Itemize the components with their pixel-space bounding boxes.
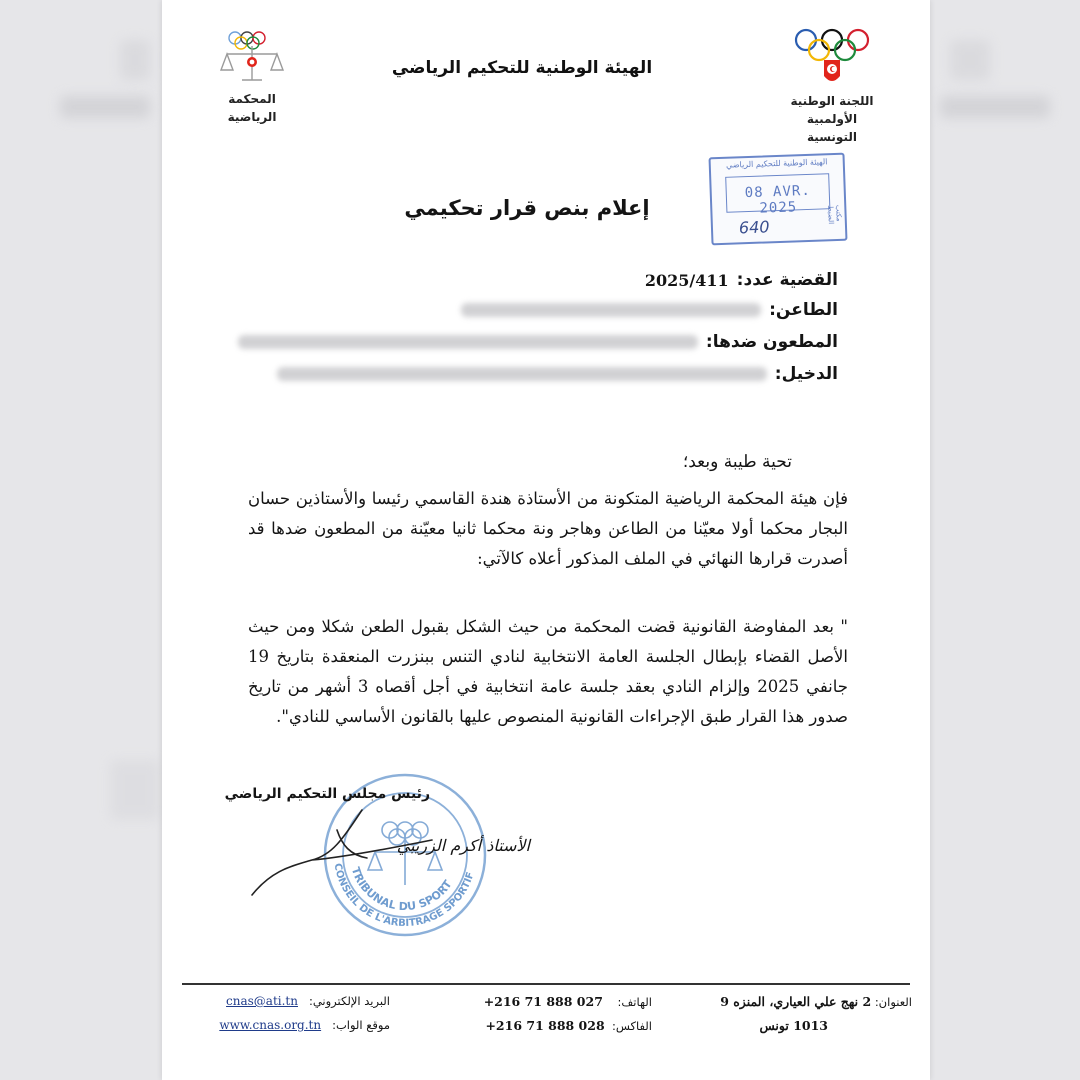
received-stamp — [709, 153, 848, 246]
blur-shape — [950, 40, 990, 80]
seal-text-outer: CONSEIL DE L'ARBITRAGE SPORTIF — [331, 862, 477, 930]
fax-label: الفاكس: — [611, 1019, 652, 1033]
blur-shape — [940, 96, 1050, 118]
email-label: البريد الإلكتروني: — [308, 994, 390, 1008]
blur-shape — [120, 40, 150, 80]
case-number-field — [645, 266, 838, 294]
website-label: موقع الواب: — [332, 1018, 390, 1032]
blur-shape — [60, 96, 150, 118]
respondent-label: المطعون ضدها: — [705, 332, 838, 352]
footer-fax — [485, 1018, 652, 1033]
redacted-appellant — [461, 303, 761, 317]
footer-address-line2 — [759, 1018, 828, 1033]
olympic-rings-icon — [790, 26, 874, 88]
sports-court-logo — [202, 26, 302, 126]
stamp-date-box — [725, 173, 830, 217]
intervener-label: الدخيل: — [774, 364, 838, 384]
address-line1: 2 نهج علي العياري، المنزه 9 — [720, 994, 872, 1009]
seal-text-inner: TRIBUNAL DU SPORT — [348, 865, 455, 914]
document-title: إعلام بنص قرار تحكيمي — [404, 196, 650, 220]
respondent-field — [238, 328, 838, 356]
footer-address-line1 — [720, 994, 912, 1009]
stamp-side-text: مكتب الضبط — [826, 204, 843, 225]
right-org-line1: اللجنة الوطنية الأولمبية — [790, 94, 874, 126]
fax-number: +216 71 888 028 — [485, 1018, 605, 1033]
redacted-respondent — [238, 335, 698, 349]
intervener-field — [277, 360, 838, 388]
address-line2: 1013 تونس — [759, 1018, 828, 1033]
header-title: الهيئة الوطنية للتحكيم الرياضي — [391, 58, 653, 78]
signatory-name: الأستاذ أكرم الزريبي — [396, 836, 530, 855]
document-page — [162, 0, 930, 1080]
right-org-line2: التونسية — [807, 130, 857, 144]
address-label: العنوان: — [874, 995, 912, 1009]
footer-divider — [182, 983, 910, 985]
olympic-committee-logo — [772, 26, 892, 146]
footer-website — [219, 1018, 390, 1032]
case-label: القضية عدد: — [736, 270, 838, 290]
case-number: 2025/411 — [644, 270, 729, 290]
stamp-number: 640 — [738, 217, 770, 238]
left-org-name: المحكمة الرياضية — [227, 92, 277, 124]
decision-intro-paragraph: فإن هيئة المحكمة الرياضية المتكونة من الأستاذة هندة القاسمي رئيسا والأستاذين حسان البجار محكما أولا معيّنا من الطاعن وهاجر ونة محكما ثانيا معيّنة من المطعون ضدها قد أصدرت قرارها النهائي في الملف المذكور أعلاه كالآتي: — [248, 489, 848, 568]
stamp-top-text: الهيئة الوطنية للتحكيم الرياضي — [725, 157, 828, 170]
stamp-date: 08 AVR. 2025 — [744, 182, 812, 217]
greeting: تحية طيبة وبعد؛ — [682, 452, 792, 472]
signatory-title: رئيس مجلس التحكيم الرياضي — [224, 786, 430, 802]
appellant-label: الطاعن: — [769, 300, 838, 320]
appellant-field — [461, 296, 838, 324]
email-link[interactable]: cnas@ati.tn — [226, 994, 298, 1008]
blur-shape — [110, 760, 160, 820]
scales-of-justice-icon — [217, 26, 287, 86]
footer-phone — [484, 994, 652, 1009]
phone-number: +216 71 888 027 — [483, 994, 603, 1009]
redacted-intervener — [277, 367, 767, 381]
handwritten-signature — [242, 800, 442, 900]
phone-label: الهاتف: — [617, 995, 652, 1009]
footer-email — [226, 994, 390, 1008]
decision-text-paragraph: " بعد المفاوضة القانونية قضت المحكمة من حيث الشكل بقبول الطعن شكلا ومن حيث الأصل القضاء بإبطال الجلسة العامة الانتخابية لنادي التنس ببنزرت المنعقدة بتاريخ 19 جانفي 2025 وإلزام النادي بعقد جلسة عامة انتخابية في أجل أقصاه 3 أشهر من تاريخ صدور هذا القرار طبق الإجراءات القانونية المنصوص عليها بالقانون الأساسي للنادي". — [248, 617, 849, 726]
website-link[interactable]: www.cnas.org.tn — [219, 1018, 322, 1032]
